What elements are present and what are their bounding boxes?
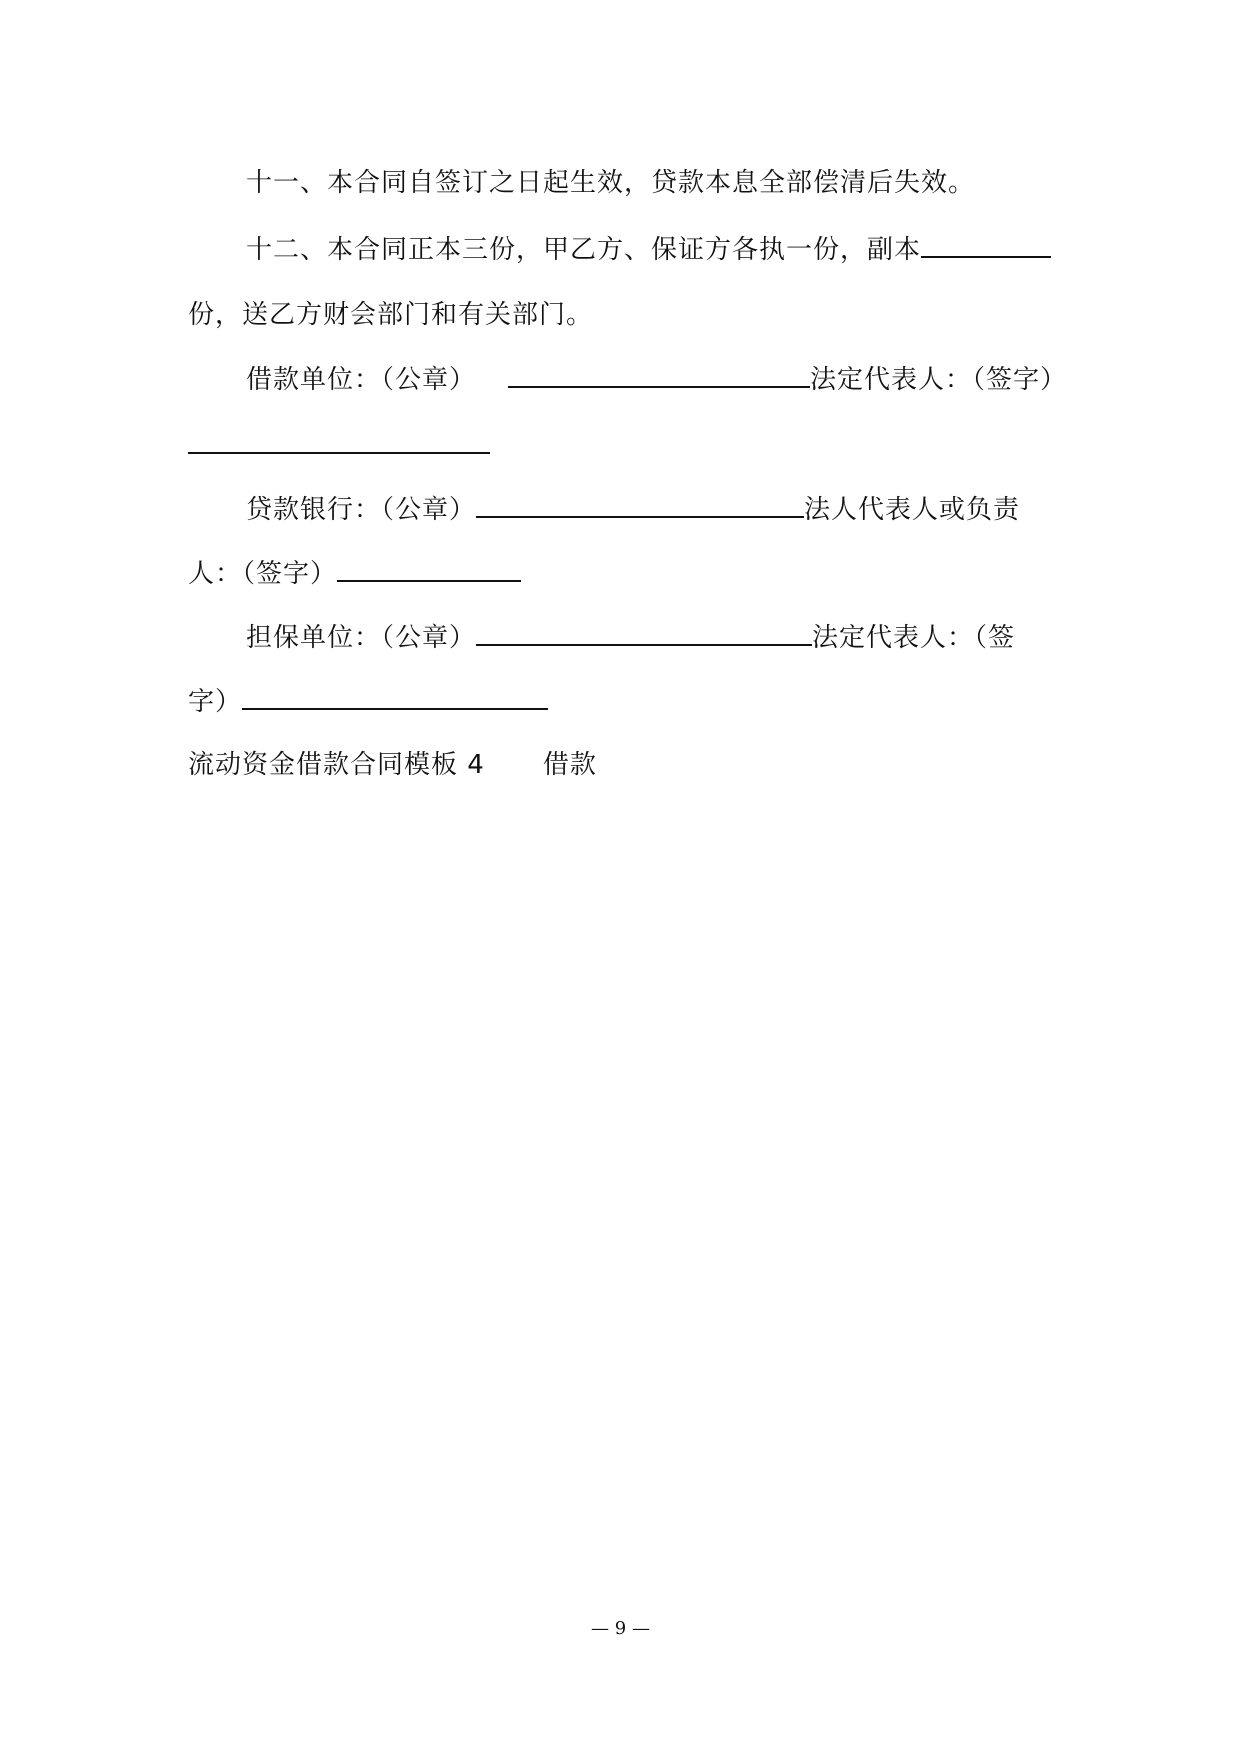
clause-12-text-cont: 份，送乙方财会部门和有关部门。 <box>188 300 594 330</box>
page-number: — 9 — <box>591 1618 650 1639</box>
bank-seal-blank[interactable] <box>476 492 804 518</box>
guarantor-rep-label-cont: 字） <box>188 687 243 717</box>
borrower-line <box>246 362 1067 397</box>
guarantor-seal-blank[interactable] <box>476 620 812 646</box>
guarantor-label: 担保单位：（公章） <box>246 623 477 653</box>
guarantor-signature-line <box>188 684 548 719</box>
bank-line <box>246 492 1020 527</box>
guarantor-rep-signature-blank[interactable] <box>242 684 548 710</box>
clause-11 <box>246 166 975 200</box>
bank-signature-line <box>188 556 521 591</box>
clause-12-line-1 <box>246 232 1051 267</box>
bank-rep-label-cont: 人：（签字） <box>188 559 338 589</box>
clause-12-line-2 <box>188 298 593 332</box>
borrower-rep-signature-blank[interactable] <box>188 428 490 454</box>
clause-12-text: 十二、本合同正本三份，甲乙方、保证方各执一份，副本 <box>246 235 922 265</box>
guarantor-rep-label: 法定代表人：（签 <box>812 623 1016 653</box>
borrower-label: 借款单位：（公章） <box>246 365 477 395</box>
next-section-heading <box>188 748 597 782</box>
borrower-rep-label: 法定代表人：（签字） <box>810 365 1068 395</box>
clause-11-text: 十一、本合同自签订之日起生效，贷款本息全部偿清后失效。 <box>246 168 976 198</box>
borrower-seal-blank[interactable] <box>508 362 810 388</box>
copies-count-blank[interactable] <box>921 232 1051 258</box>
next-template-title: 流动资金借款合同模板 4 <box>188 750 485 780</box>
bank-rep-label: 法人代表人或负责 <box>804 495 1021 525</box>
guarantor-line <box>246 620 1015 655</box>
borrower-signature-line <box>188 428 490 463</box>
bank-label: 贷款银行：（公章） <box>246 495 477 525</box>
bank-rep-signature-blank[interactable] <box>337 556 521 582</box>
next-template-subtitle: 借款 <box>542 750 597 780</box>
